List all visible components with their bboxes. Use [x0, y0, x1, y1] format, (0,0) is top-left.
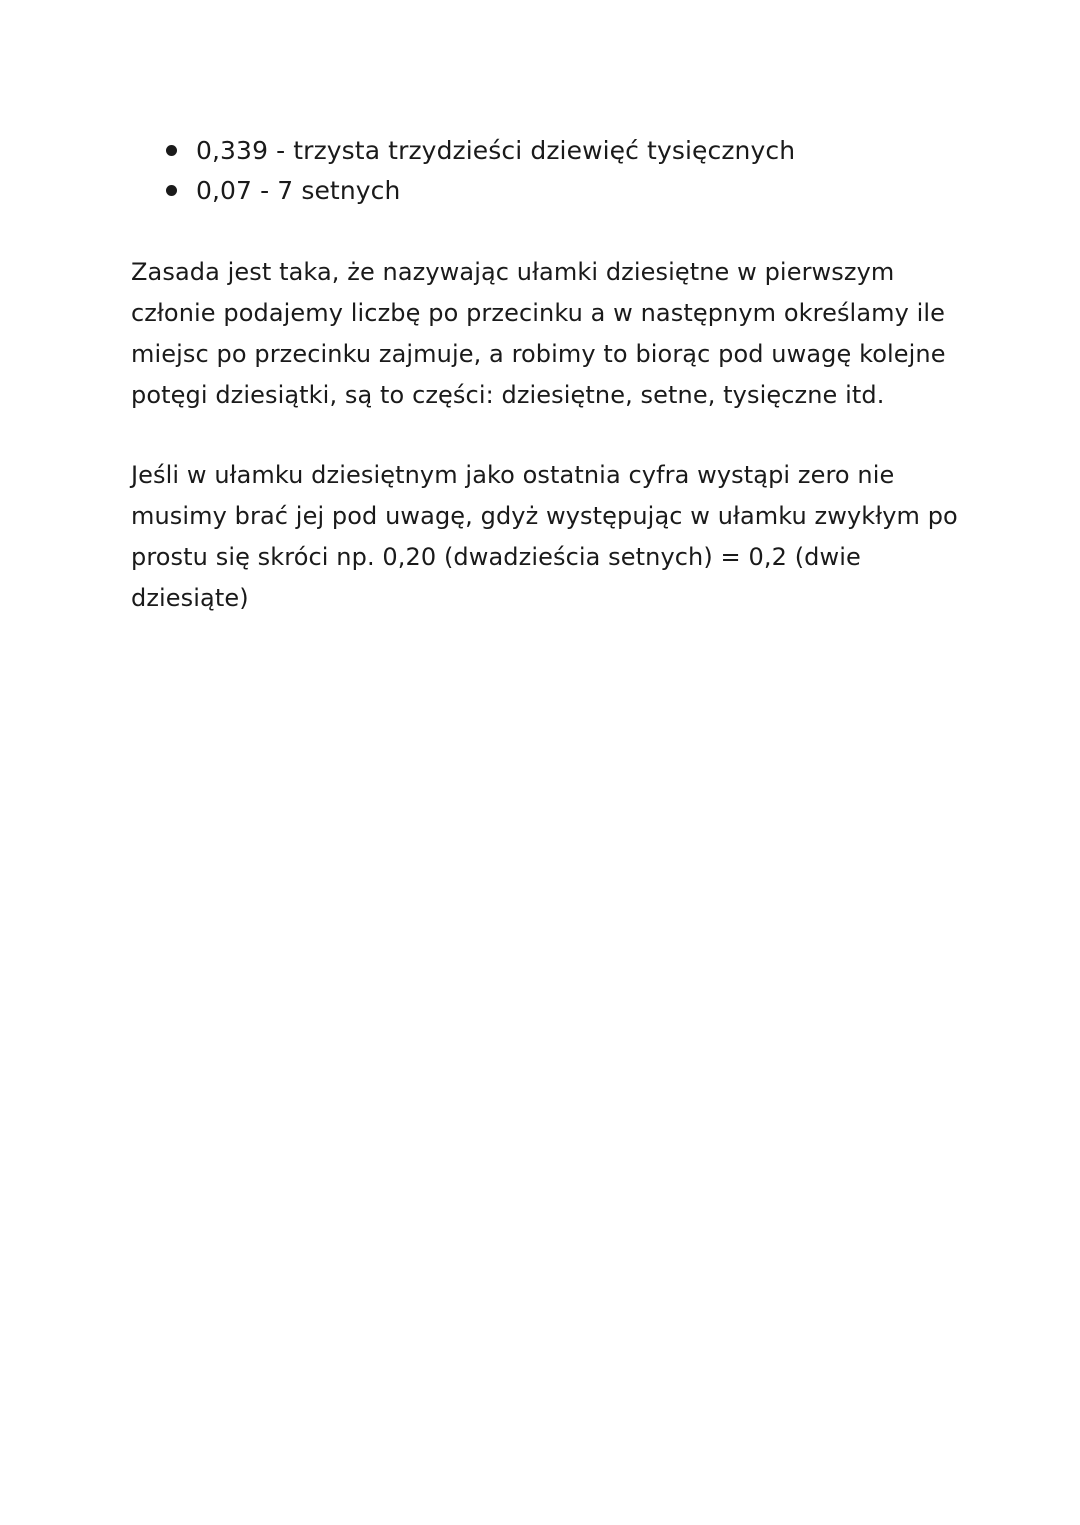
bullet-dot-icon: [166, 185, 177, 196]
text-line: potęgi dziesiątki, są to części: dziesiętne, setne, tysięczne itd.: [131, 381, 885, 409]
bullet-list: [166, 130, 795, 210]
paragraph-trailing-zero: [131, 455, 961, 619]
text-line: prostu się skróci np. 0,20 (dwadzieścia setnych) = 0,2 (dwie: [131, 543, 861, 571]
text-line: Zasada jest taka, że nazywając ułamki dziesiętne w pierwszym: [131, 258, 895, 286]
bullet-item: [166, 130, 795, 170]
bullet-text: 0,339 - trzysta trzydzieści dziewięć tysięcznych: [196, 135, 796, 165]
bullet-dot-icon: [166, 145, 177, 156]
bullet-text: 0,07 - 7 setnych: [196, 175, 401, 205]
text-line: dziesiąte): [131, 584, 249, 612]
paragraph-naming-rule: [131, 252, 961, 416]
bullet-item: [166, 170, 795, 210]
text-line: Jeśli w ułamku dziesiętnym jako ostatnia cyfra wystąpi zero nie: [131, 461, 895, 489]
text-line: miejsc po przecinku zajmuje, a robimy to biorąc pod uwagę kolejne: [131, 340, 946, 368]
text-line: musimy brać jej pod uwagę, gdyż występując w ułamku zwykłym po: [131, 502, 958, 530]
text-line: członie podajemy liczbę po przecinku a w następnym określamy ile: [131, 299, 946, 327]
